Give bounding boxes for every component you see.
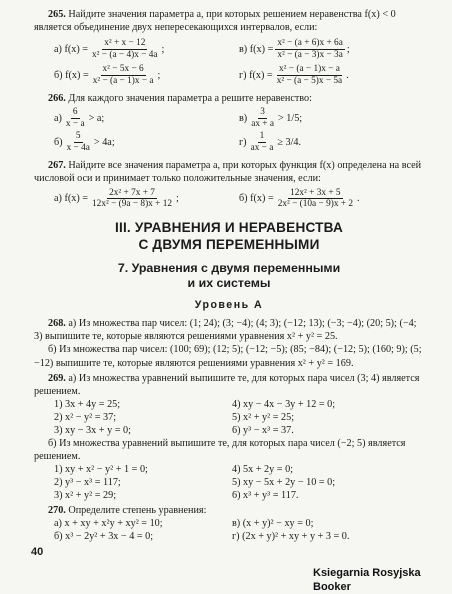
problem-268-part-b: б) Из множества пар чисел: (100; 69); (12; 5); (−12; −5); (85; −84); (−12; 5); (160; 9); (5; −12) выпишите те, которые являются решениями уравнения x² + y² = 169. bbox=[34, 344, 422, 369]
problem-265-row-1: а) f(x) = $\frac{\text{x² + x − 12}}{\text{x² − (a − 4)x − 4a}}$ ; в) f(x) = $\frac{\text{x² − (a + 6)x + 6a}}{\text{x² − (a − 3)x − 3a}}$ ; bbox=[54, 38, 350, 60]
fraction: $\frac{3}{ax + a}$ bbox=[251, 106, 274, 129]
problem-number: 265. bbox=[48, 9, 66, 20]
problem-265-statement: 265. Найдите значения параметра a, при которых решением неравенства f(x) < 0 является объединение двух непересекающихся интервалов, если: bbox=[34, 9, 396, 34]
fraction: $\frac{6}{x - a}$ bbox=[65, 106, 85, 129]
problem-267-statement: 267. Найдите все значения параметра a, при которых функция f(x) определена на всей числовой оси и принимает только положительные значения, если: bbox=[34, 159, 422, 184]
level-heading: Уровень А bbox=[194, 298, 264, 311]
problem-270-statement: 270. Определите степень уравнения: bbox=[48, 505, 207, 517]
problem-266-row-2: б) $\frac{5}{x - 4a}$ > 4a; г) $\frac{1}{ax - a}$ ≥ 3/4. bbox=[54, 131, 302, 153]
problem-269-part-b: б) Из множества уравнений выпишите те, для которых пара чисел (−2; 5) является решением. bbox=[34, 437, 406, 462]
page-number: 40 bbox=[31, 546, 44, 558]
fraction: $\frac{\text{x² − (a + 6)x + 6a}}{\text{x² − (a − 3)x − 3a}}$ bbox=[277, 38, 343, 60]
problem-269-equations-a: 1) 3x + 4y = 25; 4) xy − 4x − 3y + 12 = 0; 2) x² − y² = 37; 5) x² + y² = 25; 3) xy − 3x + y = 0; 6) y³ − x³ = 37. bbox=[54, 398, 336, 436]
fraction: $\frac{\text{x² − (a − 1)x − a}}{\text{x² − (a − 5)x − 5a}}$ bbox=[276, 64, 343, 87]
problem-266-row-1: а) $\frac{6}{x - a}$ > a; в) $\frac{3}{ax + a}$ > 1/5; bbox=[54, 106, 303, 129]
fraction: $\frac{\text{x² − 5x − 6}}{\text{x² − (a − 1)x − a}}$ bbox=[92, 64, 154, 87]
problem-270-equations: а) x + xy + x²y + xy² = 10; в) (x + y)² − xy = 0; б) x³ − 2y² + 3x − 4 = 0; г) (2x + y)² + xy + y + 3 = 0. bbox=[54, 518, 350, 543]
problem-268-part-a: 268. а) Из множества пар чисел: (1; 24); (3; −4); (4; 3); (−12; 13); (−3; −4); (20; 5); (−4; 3) выпишите те, которые являются решениями уравнения x² + y² = 25. bbox=[34, 318, 417, 343]
watermark-text: Ksiegarnia Rosyjska Booker bbox=[313, 567, 421, 594]
fraction: $\frac{5}{x - 4a}$ bbox=[66, 131, 90, 153]
problem-265-row-2: б) f(x) = $\frac{\text{x² − 5x − 6}}{\text{x² − (a − 1)x − a}}$ ; г) f(x) = $\frac{\text{x² − (a − 1)x − a}}{\text{x² − (a − 5)x − 5a}}$ . bbox=[54, 64, 349, 87]
problem-269-part-a: 269. а) Из множества уравнений выпишите те, для которых пара чисел (3; 4) является решением. bbox=[34, 372, 420, 397]
problem-266-statement: 266. Для каждого значения параметра a решите неравенство: bbox=[48, 92, 312, 104]
textbook-page bbox=[34, 6, 424, 543]
subsection-heading: 7. Уравнения с двумя переменными и их системы bbox=[117, 261, 341, 290]
fraction: $\frac{\text{2x² + 7x + 7}}{\text{12x² − (9a − 8)x + 12}}$ bbox=[92, 187, 172, 210]
problem-269-equations-b: 1) xy + x² − y² + 1 = 0; 4) 5x + 2y = 0; 2) y³ − x³ = 117; 5) xy − 5x + 2y − 10 = 0; 3) x² + y² = 29; 6) x³ + y³ = 117. bbox=[54, 463, 336, 501]
fraction: $\frac{\text{12x² + 3x + 5}}{\text{2x² − (10a − 9)x + 2}}$ bbox=[277, 187, 354, 210]
fraction: $\frac{1}{ax - a}$ bbox=[250, 131, 274, 153]
section-heading: III. УРАВНЕНИЯ И НЕРАВЕНСТВА С ДВУМЯ ПЕРЕМЕННЫМИ bbox=[114, 220, 344, 253]
problem-267-row: а) f(x) = $\frac{\text{2x² + 7x + 7}}{\text{12x² − (9a − 8)x + 12}}$ ; б) f(x) = $\frac{\text{12x² + 3x + 5}}{\text{2x² − (10a − 9)x + 2}}$ . bbox=[54, 187, 360, 210]
fraction: $\frac{\text{x² + x − 12}}{\text{x² − (a − 4)x − 4a}}$ bbox=[92, 38, 158, 60]
